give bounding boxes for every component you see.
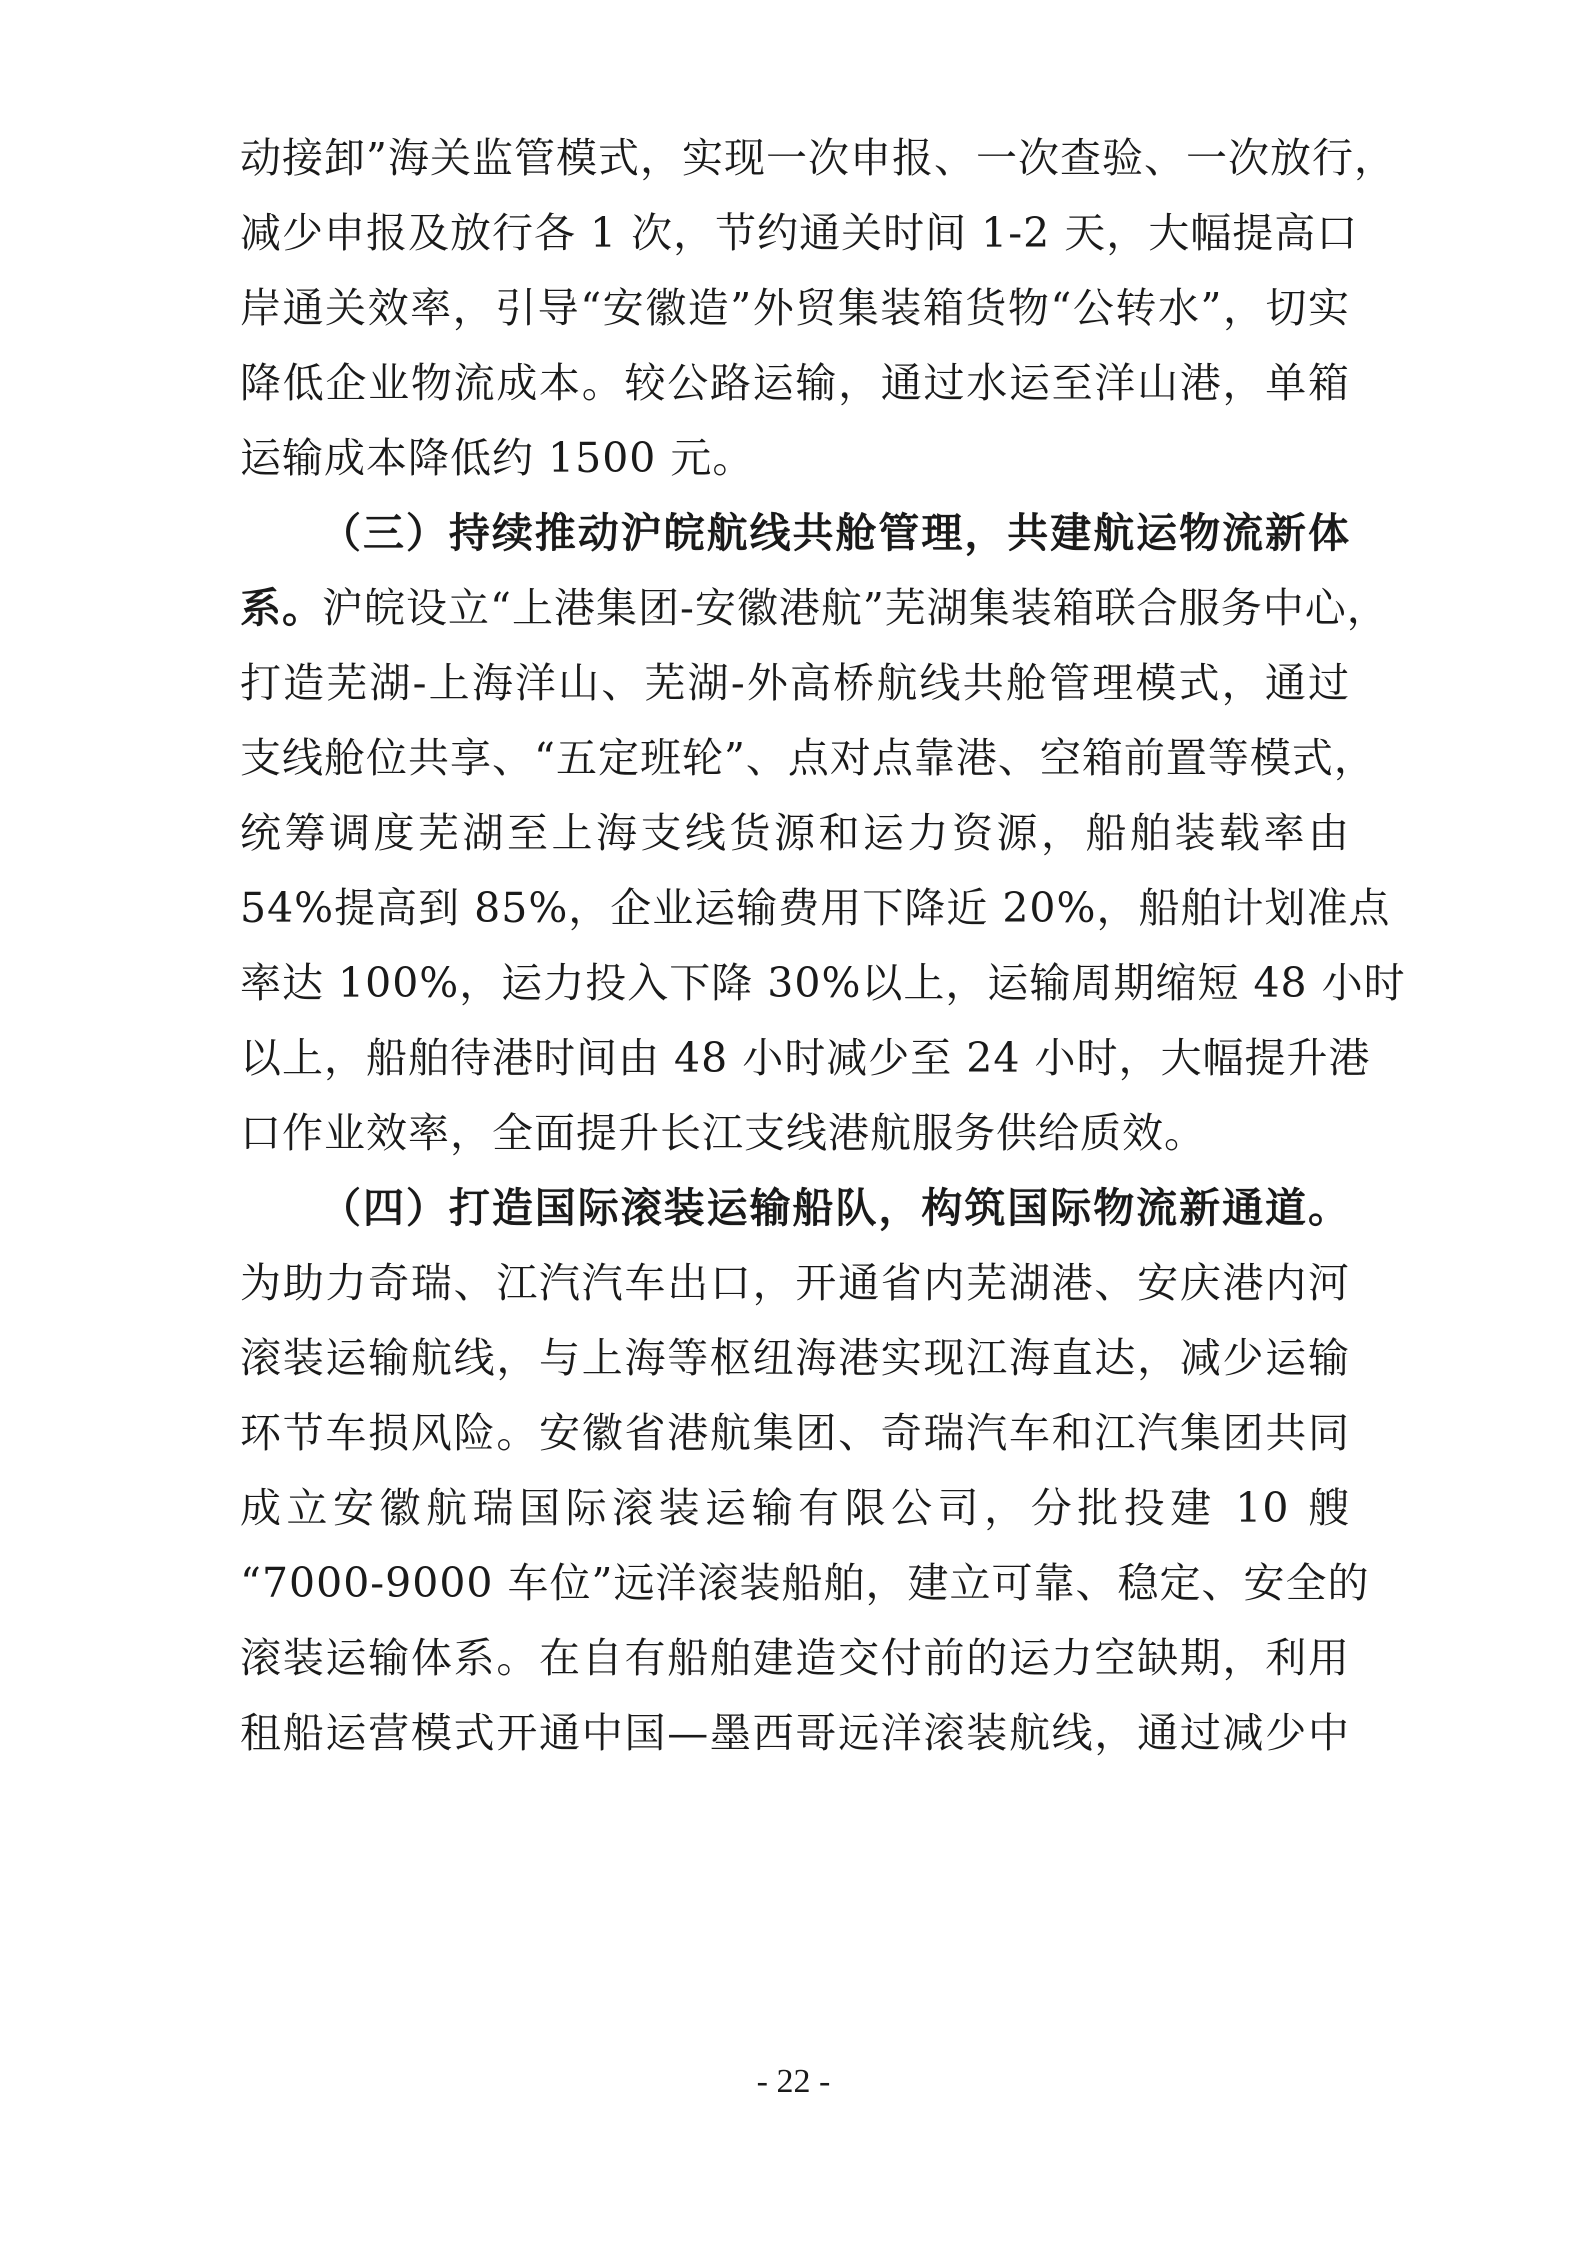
section-heading-3: （三）持续推动沪皖航线共舱管理，共建航运物流新体 (320, 509, 1350, 557)
text-line: “7000-9000 车位”远洋滚装船舶，建立可靠、稳定、安全的 (240, 1559, 1370, 1607)
text-line: 沪皖设立“上港集团-安徽港航”芜湖集装箱联合服务中心， (322, 584, 1389, 632)
text-line: 滚装运输航线，与上海等枢纽海港实现江海直达，减少运输 (240, 1334, 1350, 1382)
text-line: 支线舱位共享、“五定班轮”、点对点靠港、空箱前置等模式， (240, 734, 1376, 782)
text-line: 租船运营模式开通中国—墨西哥远洋滚装航线，通过减少中 (240, 1709, 1350, 1757)
text-line: 减少申报及放行各 1 次，节约通关时间 1-2 天，大幅提高口 (240, 209, 1359, 257)
text-line: 成立安徽航瑞国际滚装运输有限公司，分批投建 10 艘 (240, 1484, 1350, 1532)
text-line: 54%提高到 85%，企业运输费用下降近 20%，船舶计划准点 (240, 884, 1391, 932)
text-line: 运输成本降低约 1500 元。 (240, 434, 755, 482)
text-line: 口作业效率，全面提升长江支线港航服务供给质效。 (240, 1109, 1206, 1157)
text-line: 打造芜湖-上海洋山、芜湖-外高桥航线共舱管理模式，通过 (240, 659, 1350, 707)
text-line: 率达 100%，运力投入下降 30%以上，运输周期缩短 48 小时 (240, 959, 1406, 1007)
text-line: 动接卸”海关监管模式，实现一次申报、一次查验、一次放行， (240, 134, 1396, 182)
section-heading-4: （四）打造国际滚装运输船队，构筑国际物流新通道。 (320, 1184, 1350, 1232)
text-line: 降低企业物流成本。较公路运输，通过水运至洋山港，单箱 (240, 359, 1350, 407)
text-line: 滚装运输体系。在自有船舶建造交付前的运力空缺期，利用 (240, 1634, 1350, 1682)
text-line: 统筹调度芜湖至上海支线货源和运力资源，船舶装载率由 (240, 809, 1350, 857)
page-number: - 22 - (756, 2063, 831, 2100)
text-line: 以上，船舶待港时间由 48 小时减少至 24 小时，大幅提升港 (240, 1034, 1371, 1082)
text-line: 为助力奇瑞、江汽汽车出口，开通省内芜湖港、安庆港内河 (240, 1259, 1350, 1307)
text-line: 环节车损风险。安徽省港航集团、奇瑞汽车和江汽集团共同 (240, 1409, 1350, 1457)
section-heading-3-end: 系。 (240, 584, 324, 632)
text-line: 岸通关效率，引导“安徽造”外贸集装箱货物“公转水”，切实 (240, 284, 1350, 332)
